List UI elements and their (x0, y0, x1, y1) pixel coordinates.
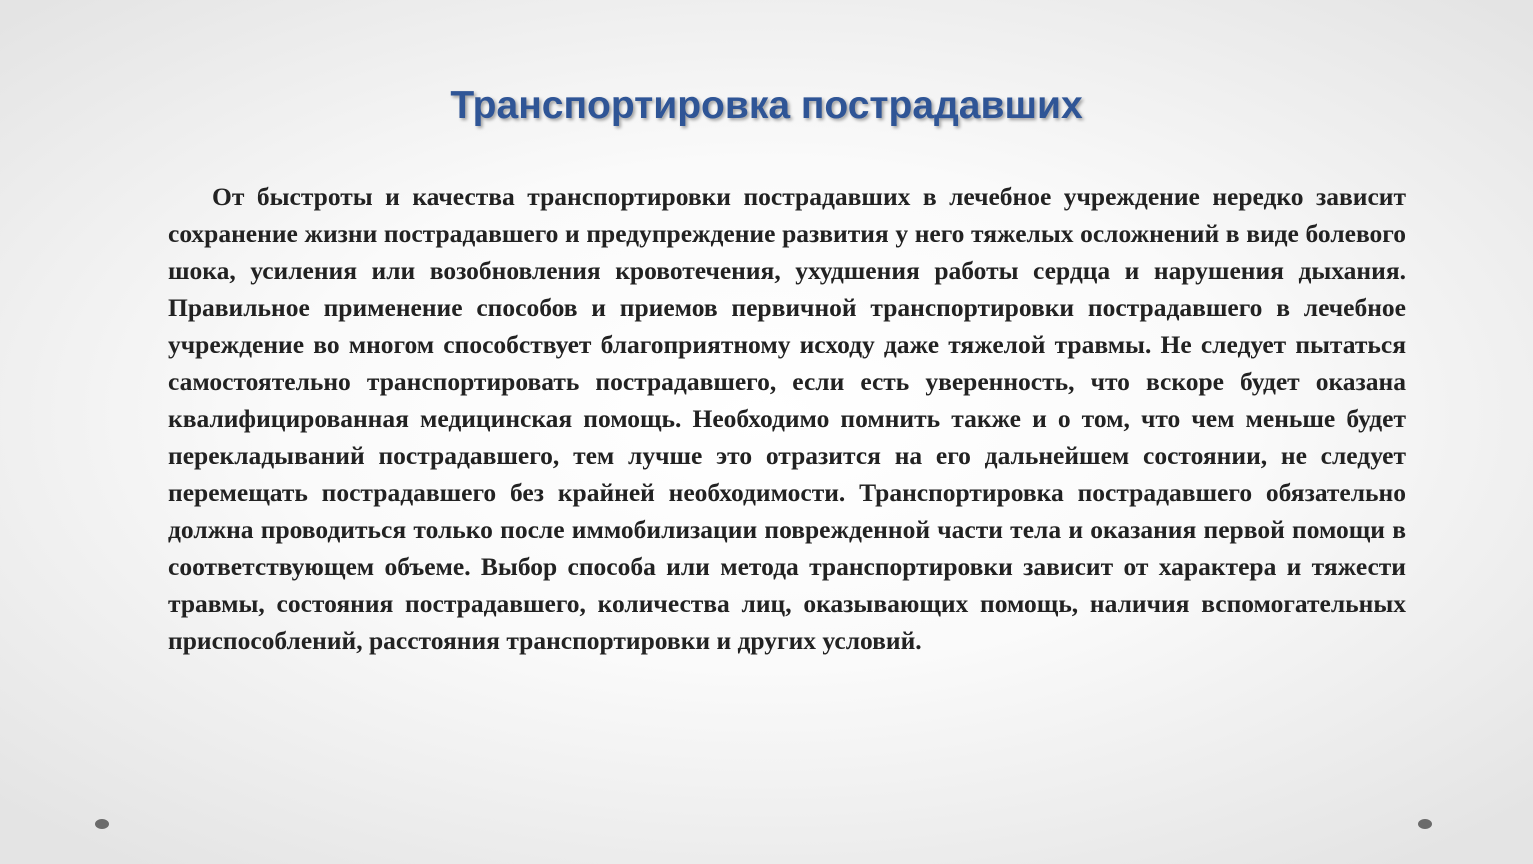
slide-body-text: От быстроты и качества транспортировки пострадавших в лечебное учреждение нередко зависит сохранение жизни пострадавшего и предупреждение развития у него тяжелых осложнений в виде болевого шока, усиления или возобновления кровотечения, ухудшения работы сердца и нарушения дыхания. Правильное применение способов и приемов первичной транспортировки пострадавшего в лечебное учреждение во многом способствует благоприятному исходу даже тяжелой травмы. Не следует пытаться самостоятельно транспортировать пострадавшего, если есть уверенность, что вскоре будет оказана квалифицированная медицинская помощь. Необходимо помнить также и о том, что чем меньше будет перекладываний пострадавшего, тем лучше это отразится на его дальнейшем состоянии, не следует перемещать пострадавшего без крайней необходимости. Транспортировка пострадавшего обязательно должна проводиться только после иммобилизации поврежденной части тела и оказания первой помощи в соответствующем объеме. Выбор способа или метода транспортировки зависит от характера и тяжести травмы, состояния пострадавшего, количества лиц, оказывающих помощь, наличия вспомогательных приспособлений, расстояния транспортировки и других условий. (168, 182, 1406, 655)
left-dot-decoration (95, 819, 109, 829)
slide-title: Транспортировка пострадавших (450, 84, 1083, 127)
right-dot-decoration (1418, 819, 1432, 829)
